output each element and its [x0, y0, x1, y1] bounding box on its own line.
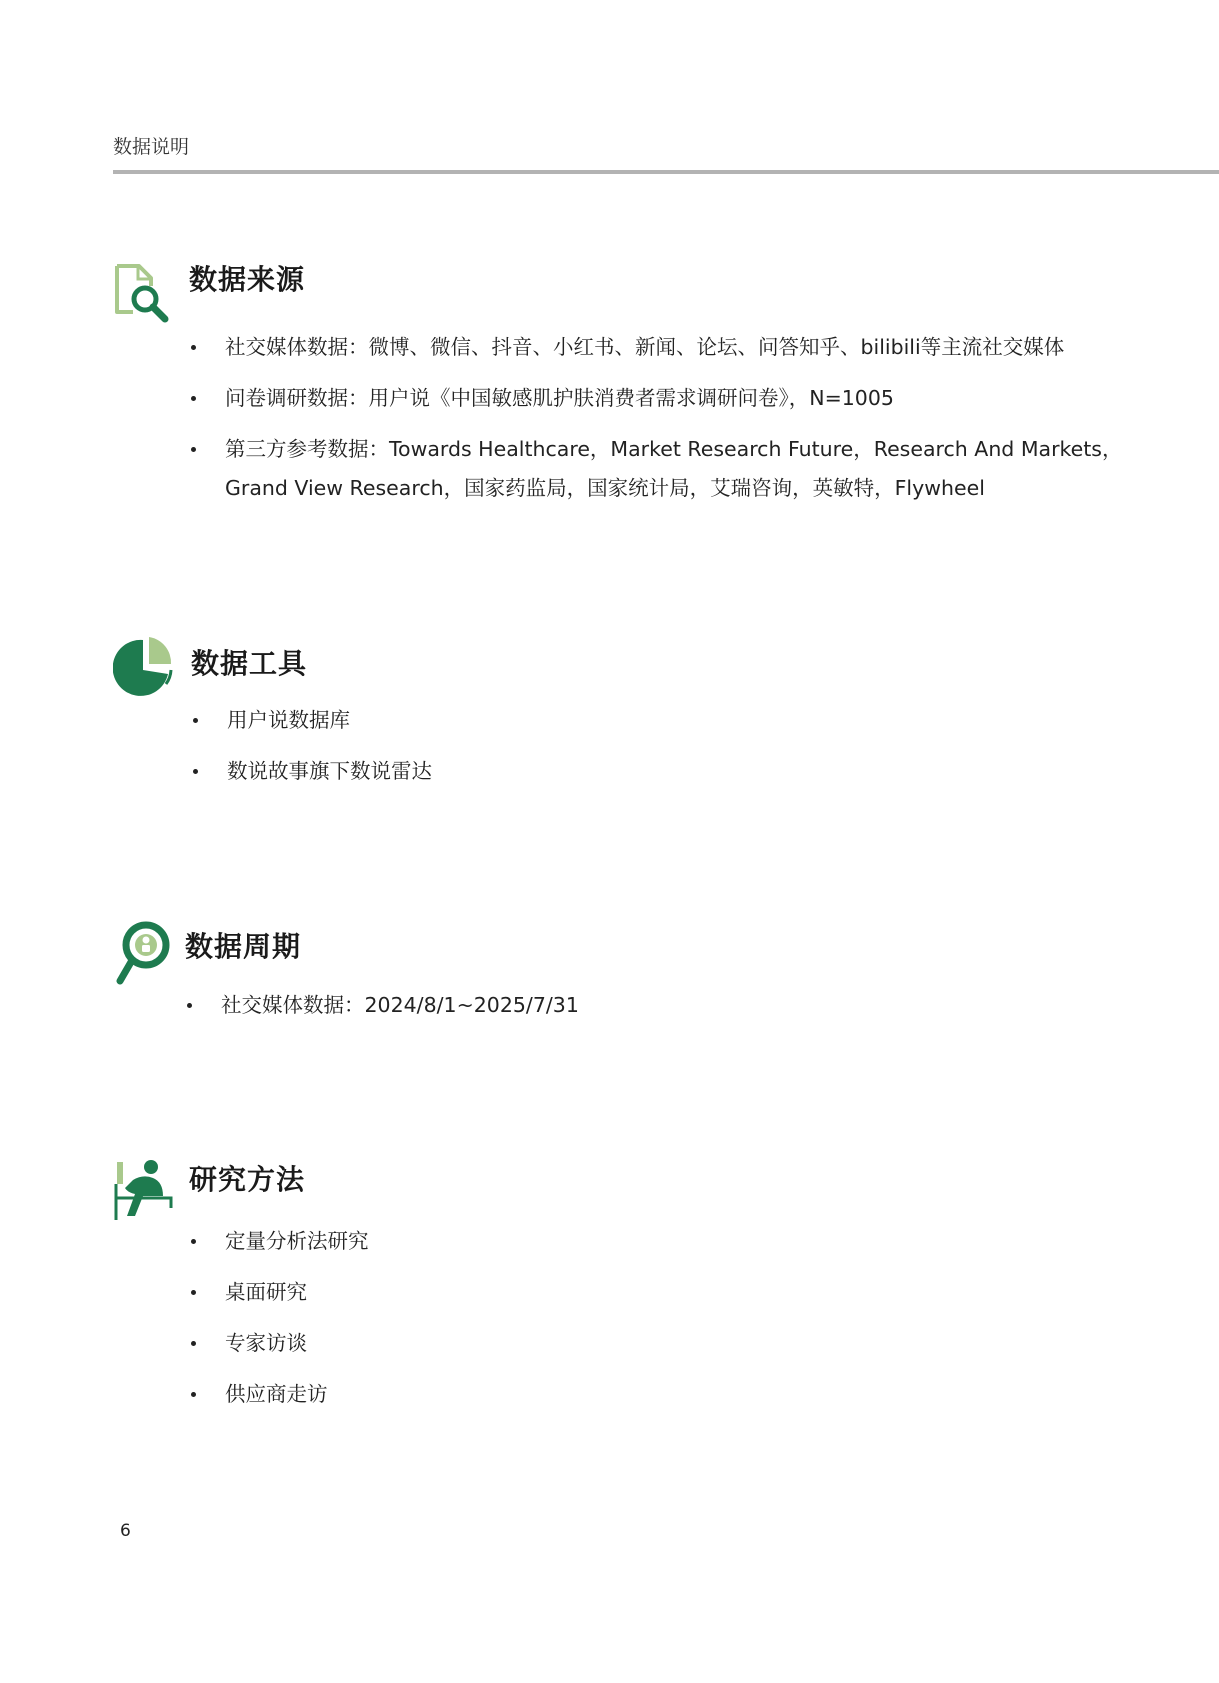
researcher-desk-icon: [113, 1158, 173, 1222]
list-item: 第三方参考数据：Towards Healthcare，Market Research Future，Research And Markets，Grand View Research，国家药监局，国家统计局，艾瑞咨询，英敏特，Flywheel: [225, 430, 1125, 508]
header-divider: [113, 170, 1219, 174]
section-title-data-tools: 数据工具: [191, 647, 308, 680]
data-source-list: [225, 328, 1125, 520]
list-item: 专家访谈: [225, 1324, 925, 1363]
page-number: 6: [120, 1521, 131, 1541]
list-item: 供应商走访: [225, 1375, 925, 1414]
data-tools-list: [227, 701, 927, 803]
list-item: 社交媒体数据：2024/8/1~2025/7/31: [221, 986, 921, 1025]
list-item: 社交媒体数据：微博、微信、抖音、小红书、新闻、论坛、问答知乎、bilibili等主流社交媒体: [225, 328, 1125, 367]
magnifier-person-icon: [113, 918, 173, 982]
section-title-data-period: 数据周期: [185, 930, 302, 963]
research-method-list: [225, 1222, 925, 1426]
list-item: 定量分析法研究: [225, 1222, 925, 1261]
data-period-list: [221, 986, 921, 1037]
list-item: 桌面研究: [225, 1273, 925, 1312]
page-header-title: 数据说明: [113, 136, 190, 158]
list-item: 问卷调研数据：用户说《中国敏感肌护肤消费者需求调研问卷》，N=1005: [225, 379, 1125, 418]
section-title-research-method: 研究方法: [189, 1163, 306, 1196]
document-search-icon: [113, 262, 173, 326]
pie-chart-icon: [113, 636, 173, 700]
list-item: 用户说数据库: [227, 701, 927, 740]
list-item: 数说故事旗下数说雷达: [227, 752, 927, 791]
section-title-data-source: 数据来源: [189, 263, 306, 296]
